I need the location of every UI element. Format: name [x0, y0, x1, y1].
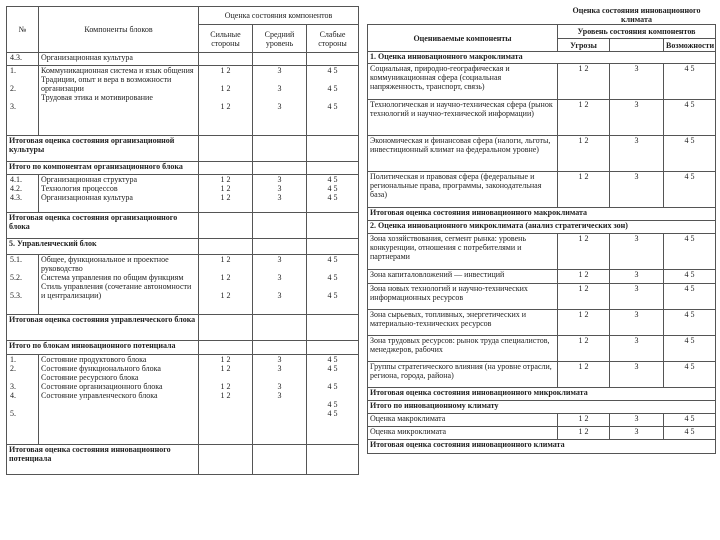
strong-cell: [199, 53, 253, 66]
weak-cell: [307, 239, 359, 255]
weak-cell: [307, 315, 359, 341]
header-evaluated-components: Оцениваемые компоненты: [368, 25, 558, 52]
right-assessment-table: [367, 6, 716, 454]
table-row: [368, 427, 716, 440]
opportunity-cell: 4 5: [664, 414, 716, 427]
component-label: Общее, функциональное и проектное руководство Система управления по общим функциям Стиль управления (сочетание автономности и централизации): [39, 255, 199, 315]
table-row: [368, 52, 716, 64]
table-row: [368, 136, 716, 172]
opportunity-cell: 4 5: [664, 270, 716, 284]
total-row-label: Итоговая оценка состояния инновационного потенциала: [7, 445, 199, 475]
total-row-label: Итоговая оценка состояния управленческого блока: [7, 315, 199, 341]
threat-cell: 1 2: [558, 136, 610, 172]
total-row-label: 5. Управленческий блок: [7, 239, 199, 255]
threat-cell: 1 2: [558, 310, 610, 336]
threat-cell: 1 2: [558, 284, 610, 310]
medium-cell: 3: [610, 234, 664, 270]
table-row: [368, 208, 716, 221]
medium-cell: 3 3 3: [253, 66, 307, 136]
left-table-body: [7, 53, 359, 475]
component-label: Оценка макроклимата: [368, 414, 558, 427]
table-row: [7, 315, 359, 341]
component-label: Состояние продуктового блока Состояние функционального блока Состояние ресурсного блока Состояние организационного блока Состояние управленческого блока: [39, 355, 199, 445]
component-label: Зона трудовых ресурсов: рынок труда специалистов, менеджеров, рабочих: [368, 336, 558, 362]
header-medium: Средний уровень: [253, 25, 307, 53]
component-label: Зона капиталовложений — инвестиций: [368, 270, 558, 284]
strong-cell: [199, 136, 253, 162]
header-strong: Сильные стороны: [199, 25, 253, 53]
strong-cell: 1 2 1 2 1 2 1 2: [199, 355, 253, 445]
medium-cell: 3 3 3: [253, 255, 307, 315]
weak-cell: [307, 445, 359, 475]
weak-cell: 4 5 4 5 4 5: [307, 255, 359, 315]
medium-cell: 3 3 3 3: [253, 355, 307, 445]
section-label: Итоговая оценка состояния инновационного климата: [368, 440, 716, 454]
table-row: [368, 270, 716, 284]
strong-cell: 1 2 1 2 1 2: [199, 255, 253, 315]
table-row: [7, 162, 359, 175]
medium-cell: [253, 162, 307, 175]
medium-cell: [253, 136, 307, 162]
threat-cell: 1 2: [558, 172, 610, 208]
row-number: 1. 2. 3.: [7, 66, 39, 136]
threat-cell: 1 2: [558, 64, 610, 100]
strong-cell: [199, 162, 253, 175]
weak-cell: 4 5 4 5 4 5: [307, 66, 359, 136]
weak-cell: [307, 162, 359, 175]
table-row: [7, 136, 359, 162]
table-row: [368, 284, 716, 310]
total-row-label: Итоговая оценка состояния организационного блока: [7, 213, 199, 239]
medium-cell: 3: [610, 427, 664, 440]
opportunity-cell: 4 5: [664, 284, 716, 310]
opportunity-cell: 4 5: [664, 136, 716, 172]
table-row: [368, 440, 716, 454]
table-row: [368, 172, 716, 208]
table-row: [368, 100, 716, 136]
medium-cell: 3: [610, 336, 664, 362]
row-number: 4.1. 4.2. 4.3.: [7, 175, 39, 213]
threat-cell: 1 2: [558, 414, 610, 427]
component-label: Организационная структура Технология процессов Организационная культура: [39, 175, 199, 213]
component-label: Группы стратегического влияния (на уровне отрасли, региона, города, района): [368, 362, 558, 388]
table-row: [368, 310, 716, 336]
threat-cell: 1 2: [558, 270, 610, 284]
opportunity-cell: 4 5: [664, 362, 716, 388]
opportunity-cell: 4 5: [664, 336, 716, 362]
medium-cell: [253, 213, 307, 239]
strong-cell: 1 2 1 2 1 2: [199, 66, 253, 136]
table-row: [368, 401, 716, 414]
header-assessment: Оценка состояния компонентов: [199, 7, 359, 25]
total-row-label: Итого по компонентам организационного блока: [7, 162, 199, 175]
table-row: [7, 239, 359, 255]
threat-cell: 1 2: [558, 336, 610, 362]
medium-cell: [253, 341, 307, 355]
medium-cell: 3: [610, 270, 664, 284]
weak-cell: 4 5 4 5 4 5 4 5 4 5: [307, 355, 359, 445]
threat-cell: 1 2: [558, 234, 610, 270]
table-row: [368, 234, 716, 270]
medium-cell: [253, 239, 307, 255]
header-threats: Угрозы: [558, 39, 610, 52]
table-row: [7, 445, 359, 475]
table-row: [368, 414, 716, 427]
medium-cell: [253, 315, 307, 341]
component-label: Коммуникационная система и язык общения Традиции, опыт и вера в возможности организации Трудовая этика и мотивирование: [39, 66, 199, 136]
table-row: [368, 336, 716, 362]
table-row: [7, 341, 359, 355]
header-weak: Слабые стороны: [307, 25, 359, 53]
threat-cell: 1 2: [558, 362, 610, 388]
strong-cell: [199, 239, 253, 255]
row-number: 1. 2. 3. 4. 5.: [7, 355, 39, 445]
strong-cell: [199, 213, 253, 239]
section-label: Итоговая оценка состояния инновационного макроклимата: [368, 208, 716, 221]
component-label: Политическая и правовая сфера (федеральные и региональные права, программы, законодательная база): [368, 172, 558, 208]
header-num: №: [7, 7, 39, 53]
weak-cell: [307, 213, 359, 239]
table-row: [7, 213, 359, 239]
threat-cell: 1 2: [558, 427, 610, 440]
table-row: [7, 175, 359, 213]
strong-cell: [199, 445, 253, 475]
row-number: 5.1. 5.2. 5.3.: [7, 255, 39, 315]
medium-cell: 3: [610, 100, 664, 136]
weak-cell: [307, 341, 359, 355]
section-label: 2. Оценка инновационного микроклимата (анализ стратегических зон): [368, 221, 716, 234]
header-climate-assessment: Оценка состояния инновационного климата: [572, 6, 701, 24]
opportunity-cell: 4 5: [664, 100, 716, 136]
row-number: 4.3.: [7, 53, 39, 66]
section-label: Итого по инновационному климату: [368, 401, 716, 414]
component-label: Зона новых технологий и научно-технических информационных ресурсов: [368, 284, 558, 310]
strong-cell: 1 2 1 2 1 2: [199, 175, 253, 213]
medium-cell: 3: [610, 284, 664, 310]
medium-cell: [253, 53, 307, 66]
medium-cell: 3: [610, 362, 664, 388]
left-assessment-table: [6, 6, 359, 475]
medium-cell: 3: [610, 414, 664, 427]
weak-cell: [307, 53, 359, 66]
medium-cell: 3: [610, 310, 664, 336]
component-label: Оценка микроклимата: [368, 427, 558, 440]
medium-cell: 3: [610, 64, 664, 100]
table-row: [368, 362, 716, 388]
component-label: Организационная культура: [39, 53, 199, 66]
component-label: Экономическая и финансовая сфера (налоги, льготы, инвестиционный климат на федеральном уровне): [368, 136, 558, 172]
strong-cell: [199, 341, 253, 355]
medium-cell: 3 3 3: [253, 175, 307, 213]
table-row: [7, 53, 359, 66]
strong-cell: [199, 315, 253, 341]
header-opportunities: Возможности: [664, 39, 716, 52]
medium-cell: 3: [610, 136, 664, 172]
right-table-body: [368, 52, 716, 454]
component-label: Технологическая и научно-техническая сфера (рынок технологий и научно-технической информации): [368, 100, 558, 136]
threat-cell: 1 2: [558, 100, 610, 136]
opportunity-cell: 4 5: [664, 172, 716, 208]
section-label: 1. Оценка инновационного макроклимата: [368, 52, 716, 64]
table-row: [368, 388, 716, 401]
medium-cell: [253, 445, 307, 475]
component-label: Социальная, природно-географическая и коммуникационная сфера (социальная напряженность, транспорт, связь): [368, 64, 558, 100]
section-label: Итоговая оценка состояния инновационного микроклимата: [368, 388, 716, 401]
opportunity-cell: 4 5: [664, 234, 716, 270]
total-row-label: Итоговая оценка состояния организационной культуры: [7, 136, 199, 162]
opportunity-cell: 4 5: [664, 427, 716, 440]
component-label: Зона сырьевых, топливных, энергетических и материально-технических ресурсов: [368, 310, 558, 336]
medium-cell: 3: [610, 172, 664, 208]
weak-cell: 4 5 4 5 4 5: [307, 175, 359, 213]
table-row: [7, 66, 359, 136]
total-row-label: Итого по блокам инновационного потенциала: [7, 341, 199, 355]
header-components: Компоненты блоков: [39, 7, 199, 53]
table-row: [368, 64, 716, 100]
opportunity-cell: 4 5: [664, 64, 716, 100]
component-label: Зона хозяйствования, сегмент рынка: уровень конкуренции, отношения с потребителями и партнерами: [368, 234, 558, 270]
table-row: [7, 255, 359, 315]
opportunity-cell: 4 5: [664, 310, 716, 336]
weak-cell: [307, 136, 359, 162]
table-row: [368, 221, 716, 234]
header-levels: Уровень состояния компонентов: [558, 25, 716, 39]
table-row: [7, 355, 359, 445]
